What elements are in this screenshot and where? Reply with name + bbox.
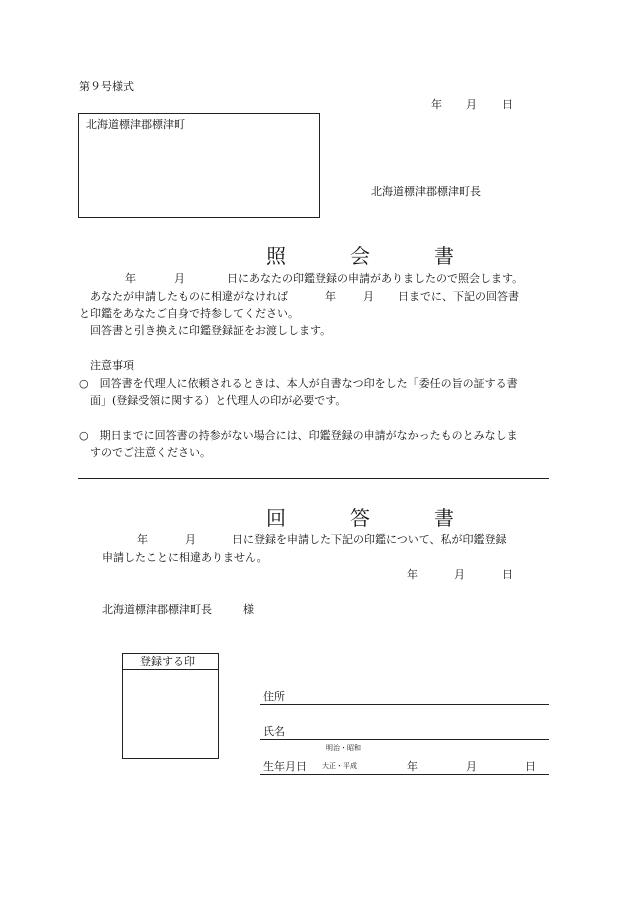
inquiry-line2-month: 月 bbox=[363, 290, 374, 303]
inquiry-line4: 回答書と引き換えに印鑑登録証をお渡しします。 bbox=[90, 324, 332, 337]
note1-line1: ○ 回答書を代理人に依頼されるときは、本人が自書なつ印をした「委任の旨の証する書 bbox=[79, 377, 518, 390]
answer-honorific: 様 bbox=[243, 603, 254, 616]
note2-line1: ○ 期日までに回答書の持参がない場合には、印鑑登録の申請がなかったものとみなしま bbox=[79, 429, 518, 442]
birthdate-month: 月 bbox=[466, 760, 477, 773]
inquiry-line1-year: 年 bbox=[125, 272, 136, 285]
answer-title: 回 答 書 bbox=[266, 506, 476, 530]
seal-box-label: 登録する印 bbox=[140, 655, 195, 668]
recipient-address-text: 北海道標津郡標津町 bbox=[86, 118, 185, 131]
era-options-top: 明治・昭和 bbox=[326, 744, 361, 752]
answer-date-month: 月 bbox=[454, 568, 465, 581]
inquiry-line2-text: 日までに、下記の回答書 bbox=[398, 290, 519, 303]
birthdate-line bbox=[260, 774, 549, 775]
mayor-title: 北海道標津郡標津町長 bbox=[371, 185, 481, 198]
answer-line1-text: 日に登録を申請した下記の印鑑について、私が印鑑登録 bbox=[232, 533, 507, 546]
era-options-bottom: 大正・平成 bbox=[322, 762, 357, 770]
answer-addressee: 北海道標津郡標津町長 bbox=[102, 603, 212, 616]
answer-line1-year: 年 bbox=[137, 533, 148, 546]
header-date-month: 月 bbox=[466, 98, 477, 111]
answer-date-year: 年 bbox=[407, 568, 418, 581]
inquiry-line1-month: 月 bbox=[174, 272, 185, 285]
inquiry-title: 照 会 書 bbox=[266, 244, 476, 268]
note2-line2: すのでご注意ください。 bbox=[90, 446, 211, 459]
section-divider bbox=[78, 478, 549, 479]
header-date-day: 日 bbox=[502, 98, 513, 111]
answer-line2: 申請したことに相違ありません。 bbox=[102, 551, 268, 564]
recipient-address-box bbox=[78, 113, 320, 218]
address-label: 住所 bbox=[263, 690, 285, 703]
birthdate-day: 日 bbox=[525, 760, 536, 773]
answer-date-day: 日 bbox=[502, 568, 513, 581]
inquiry-line3: と印鑑をあなたご自身で持参してください。 bbox=[79, 307, 299, 320]
seal-box-divider bbox=[122, 669, 219, 670]
note1-line2: 面」(登録受領に関する）と代理人の印が必要です。 bbox=[90, 394, 347, 407]
form-number: 第９号様式 bbox=[79, 80, 134, 93]
inquiry-line1-text: 日にあなたの印鑑登録の申請がありましたので照会します。 bbox=[227, 272, 524, 285]
name-line bbox=[260, 739, 549, 740]
inquiry-line2-year: 年 bbox=[325, 290, 336, 303]
inquiry-line2-start: あなたが申請したものに相違がなければ bbox=[90, 290, 288, 303]
birthdate-label: 生年月日 bbox=[263, 760, 307, 773]
notes-heading: 注意事項 bbox=[90, 359, 134, 372]
name-label: 氏名 bbox=[263, 725, 285, 738]
address-line bbox=[260, 704, 549, 705]
answer-line1-month: 月 bbox=[185, 533, 196, 546]
birthdate-year: 年 bbox=[407, 760, 418, 773]
header-date-year: 年 bbox=[431, 98, 442, 111]
